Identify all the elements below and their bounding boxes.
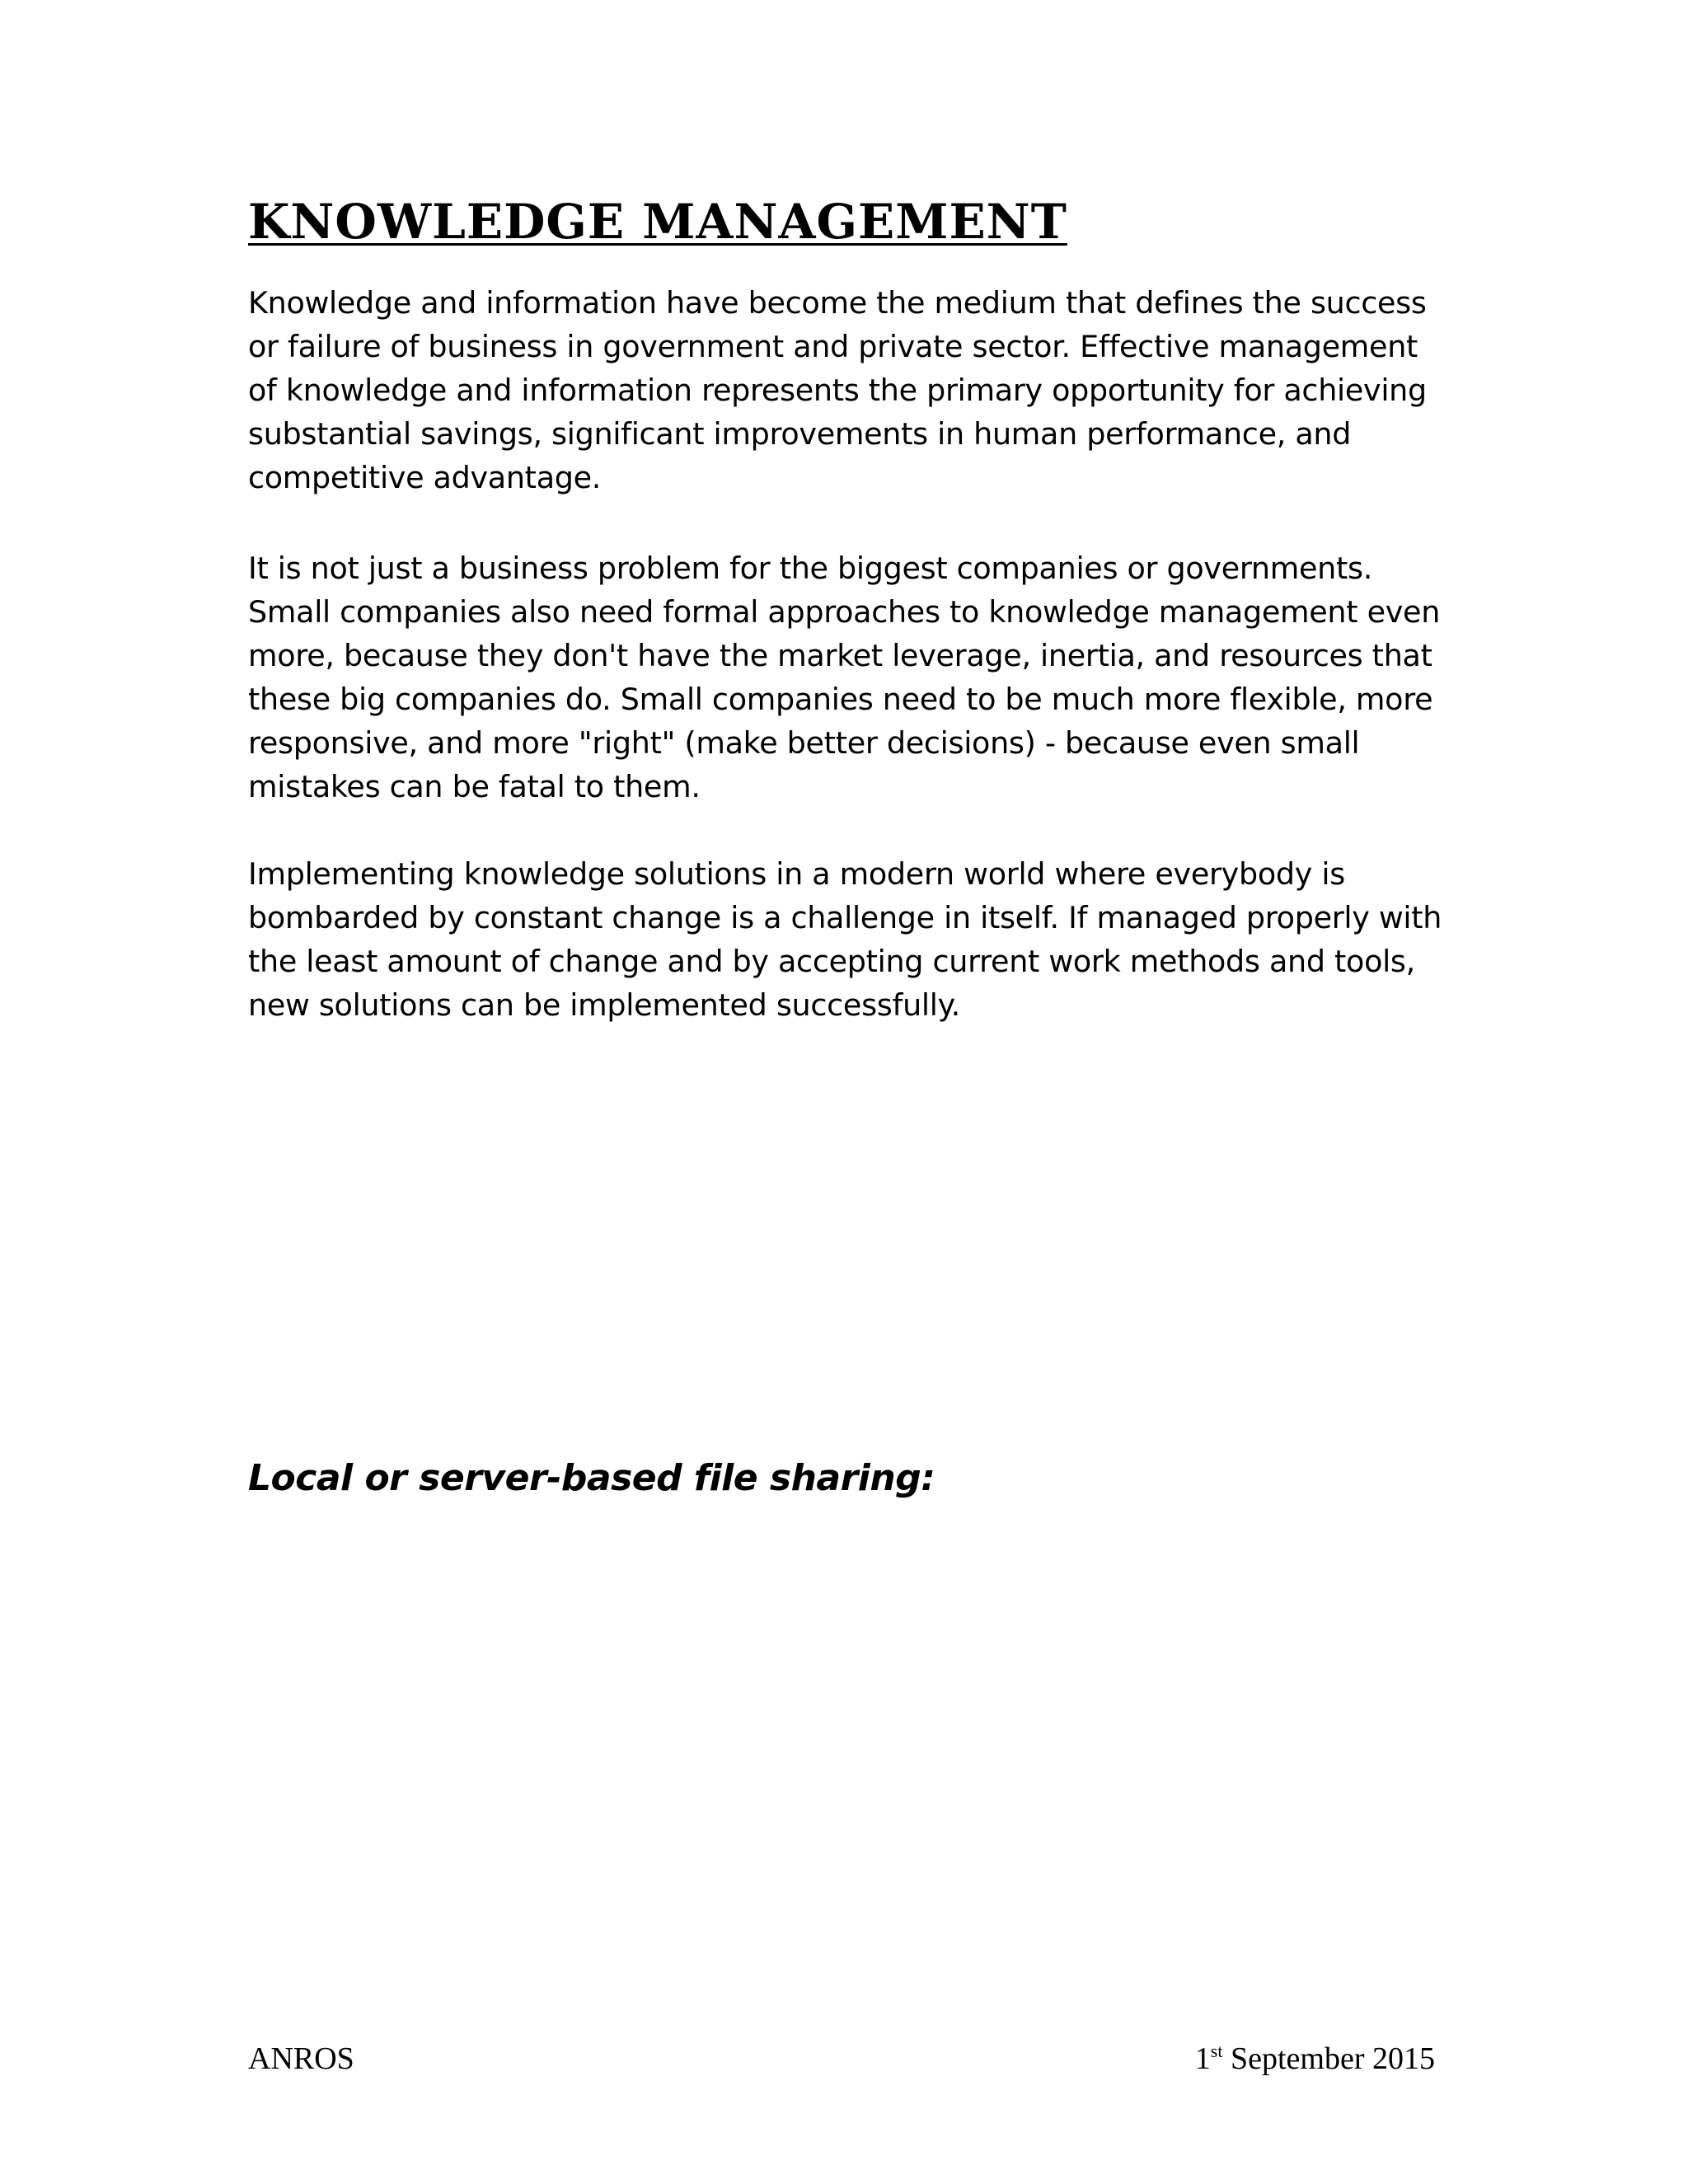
footer-date-day: 1	[1194, 2041, 1211, 2076]
paragraph-3: Implementing knowledge solutions in a modern world where everybody is bombarded by constant change is a challenge in itself. If managed properly with the least amount of change and by accepting current work methods and tools, new solutions can be implemented successfully.	[248, 856, 1442, 1023]
footer-date-suffix: st	[1210, 2041, 1223, 2061]
paragraph-1: Knowledge and information have become the medium that defines the success or failure of business in government and private sector. Effective management of knowledge and information represents the primary opportunity for achieving substantial savings, significant improvements in human performance, and competitive advantage.	[248, 285, 1427, 495]
page-title: KNOWLEDGE MANAGEMENT	[248, 194, 1067, 250]
footer-date	[1195, 2041, 1435, 2079]
footer-company: ANROS	[248, 2041, 354, 2076]
footer-date-rest: September 2015	[1222, 2041, 1435, 2076]
section-heading: Local or server-based file sharing:	[248, 1457, 935, 1499]
paragraph-2: It is not just a business problem for the biggest companies or governments. Small companies also need formal approaches to knowledge management even more, because they don't have the market leverage, inertia, and resources that these big companies do. Small companies need to be much more flexible, more responsive, and more "right" (make better decisions) - because even small mistakes can be fatal to them.	[248, 551, 1441, 804]
